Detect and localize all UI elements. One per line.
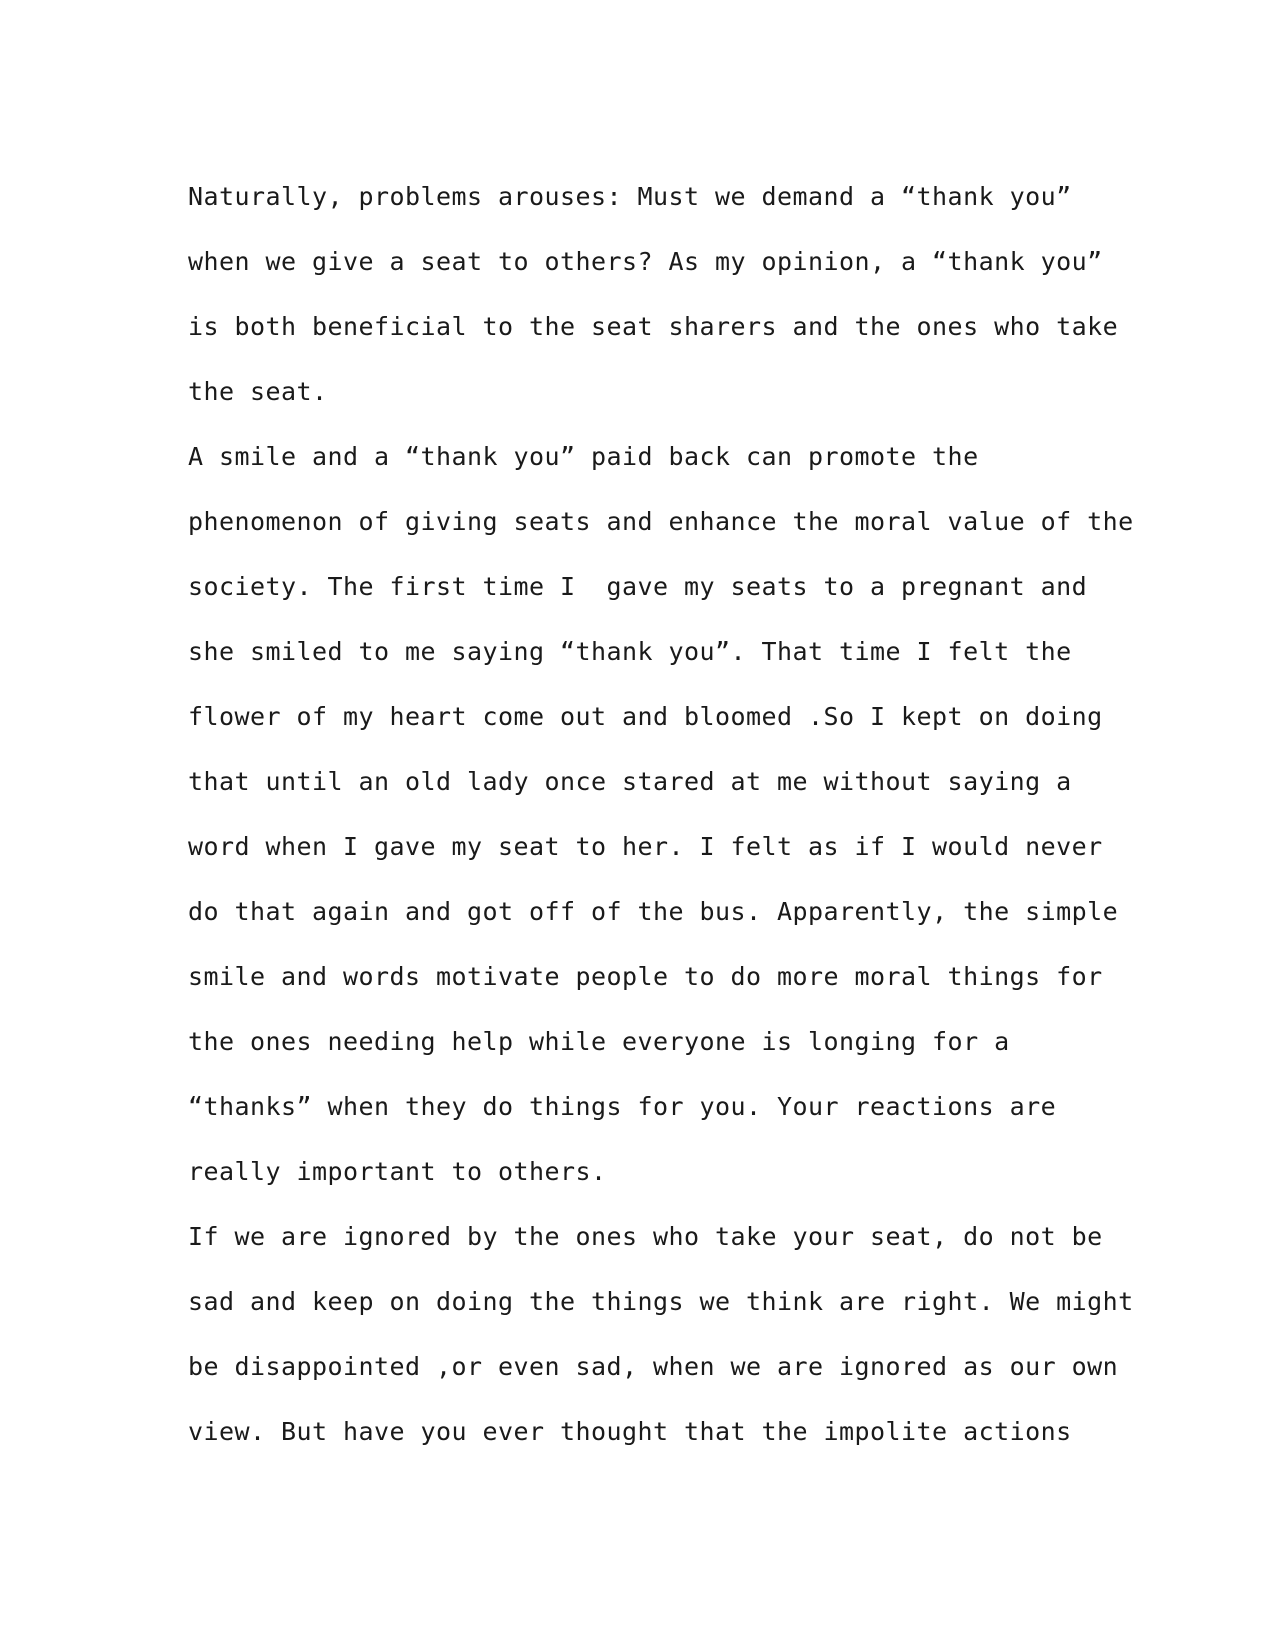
text-line: she smiled to me saying “thank you”. That time I felt the: [188, 637, 1072, 666]
text-line: that until an old lady once stared at me without saying a: [188, 767, 1072, 796]
text-line: society. The first time I gave my seats to a pregnant and: [188, 572, 1088, 601]
text-line: smile and words motivate people to do more moral things for: [188, 962, 1103, 991]
text-line: Naturally, problems arouses: Must we demand a “thank you”: [188, 182, 1072, 211]
text-line: word when I gave my seat to her. I felt as if I would never: [188, 832, 1103, 861]
text-line: “thanks” when they do things for you. Your reactions are: [188, 1092, 1057, 1121]
text-line: the seat.: [188, 377, 328, 406]
text-line: flower of my heart come out and bloomed .So I kept on doing: [188, 702, 1103, 731]
text-line: really important to others.: [188, 1157, 607, 1186]
text-line: view. But have you ever thought that the impolite actions: [188, 1417, 1072, 1446]
text-line: phenomenon of giving seats and enhance the moral value of the: [188, 507, 1134, 536]
text-line: when we give a seat to others? As my opinion, a “thank you”: [188, 247, 1103, 276]
text-line: is both beneficial to the seat sharers and the ones who take: [188, 312, 1119, 341]
text-line: A smile and a “thank you” paid back can promote the: [188, 442, 979, 471]
essay-body: [188, 164, 1188, 1464]
text-line: be disappointed ,or even sad, when we are ignored as our own: [188, 1352, 1119, 1381]
text-line: If we are ignored by the ones who take your seat, do not be: [188, 1222, 1103, 1251]
text-line: the ones needing help while everyone is longing for a: [188, 1027, 1010, 1056]
text-line: sad and keep on doing the things we think are right. We might: [188, 1287, 1134, 1316]
text-line: do that again and got off of the bus. Apparently, the simple: [188, 897, 1119, 926]
